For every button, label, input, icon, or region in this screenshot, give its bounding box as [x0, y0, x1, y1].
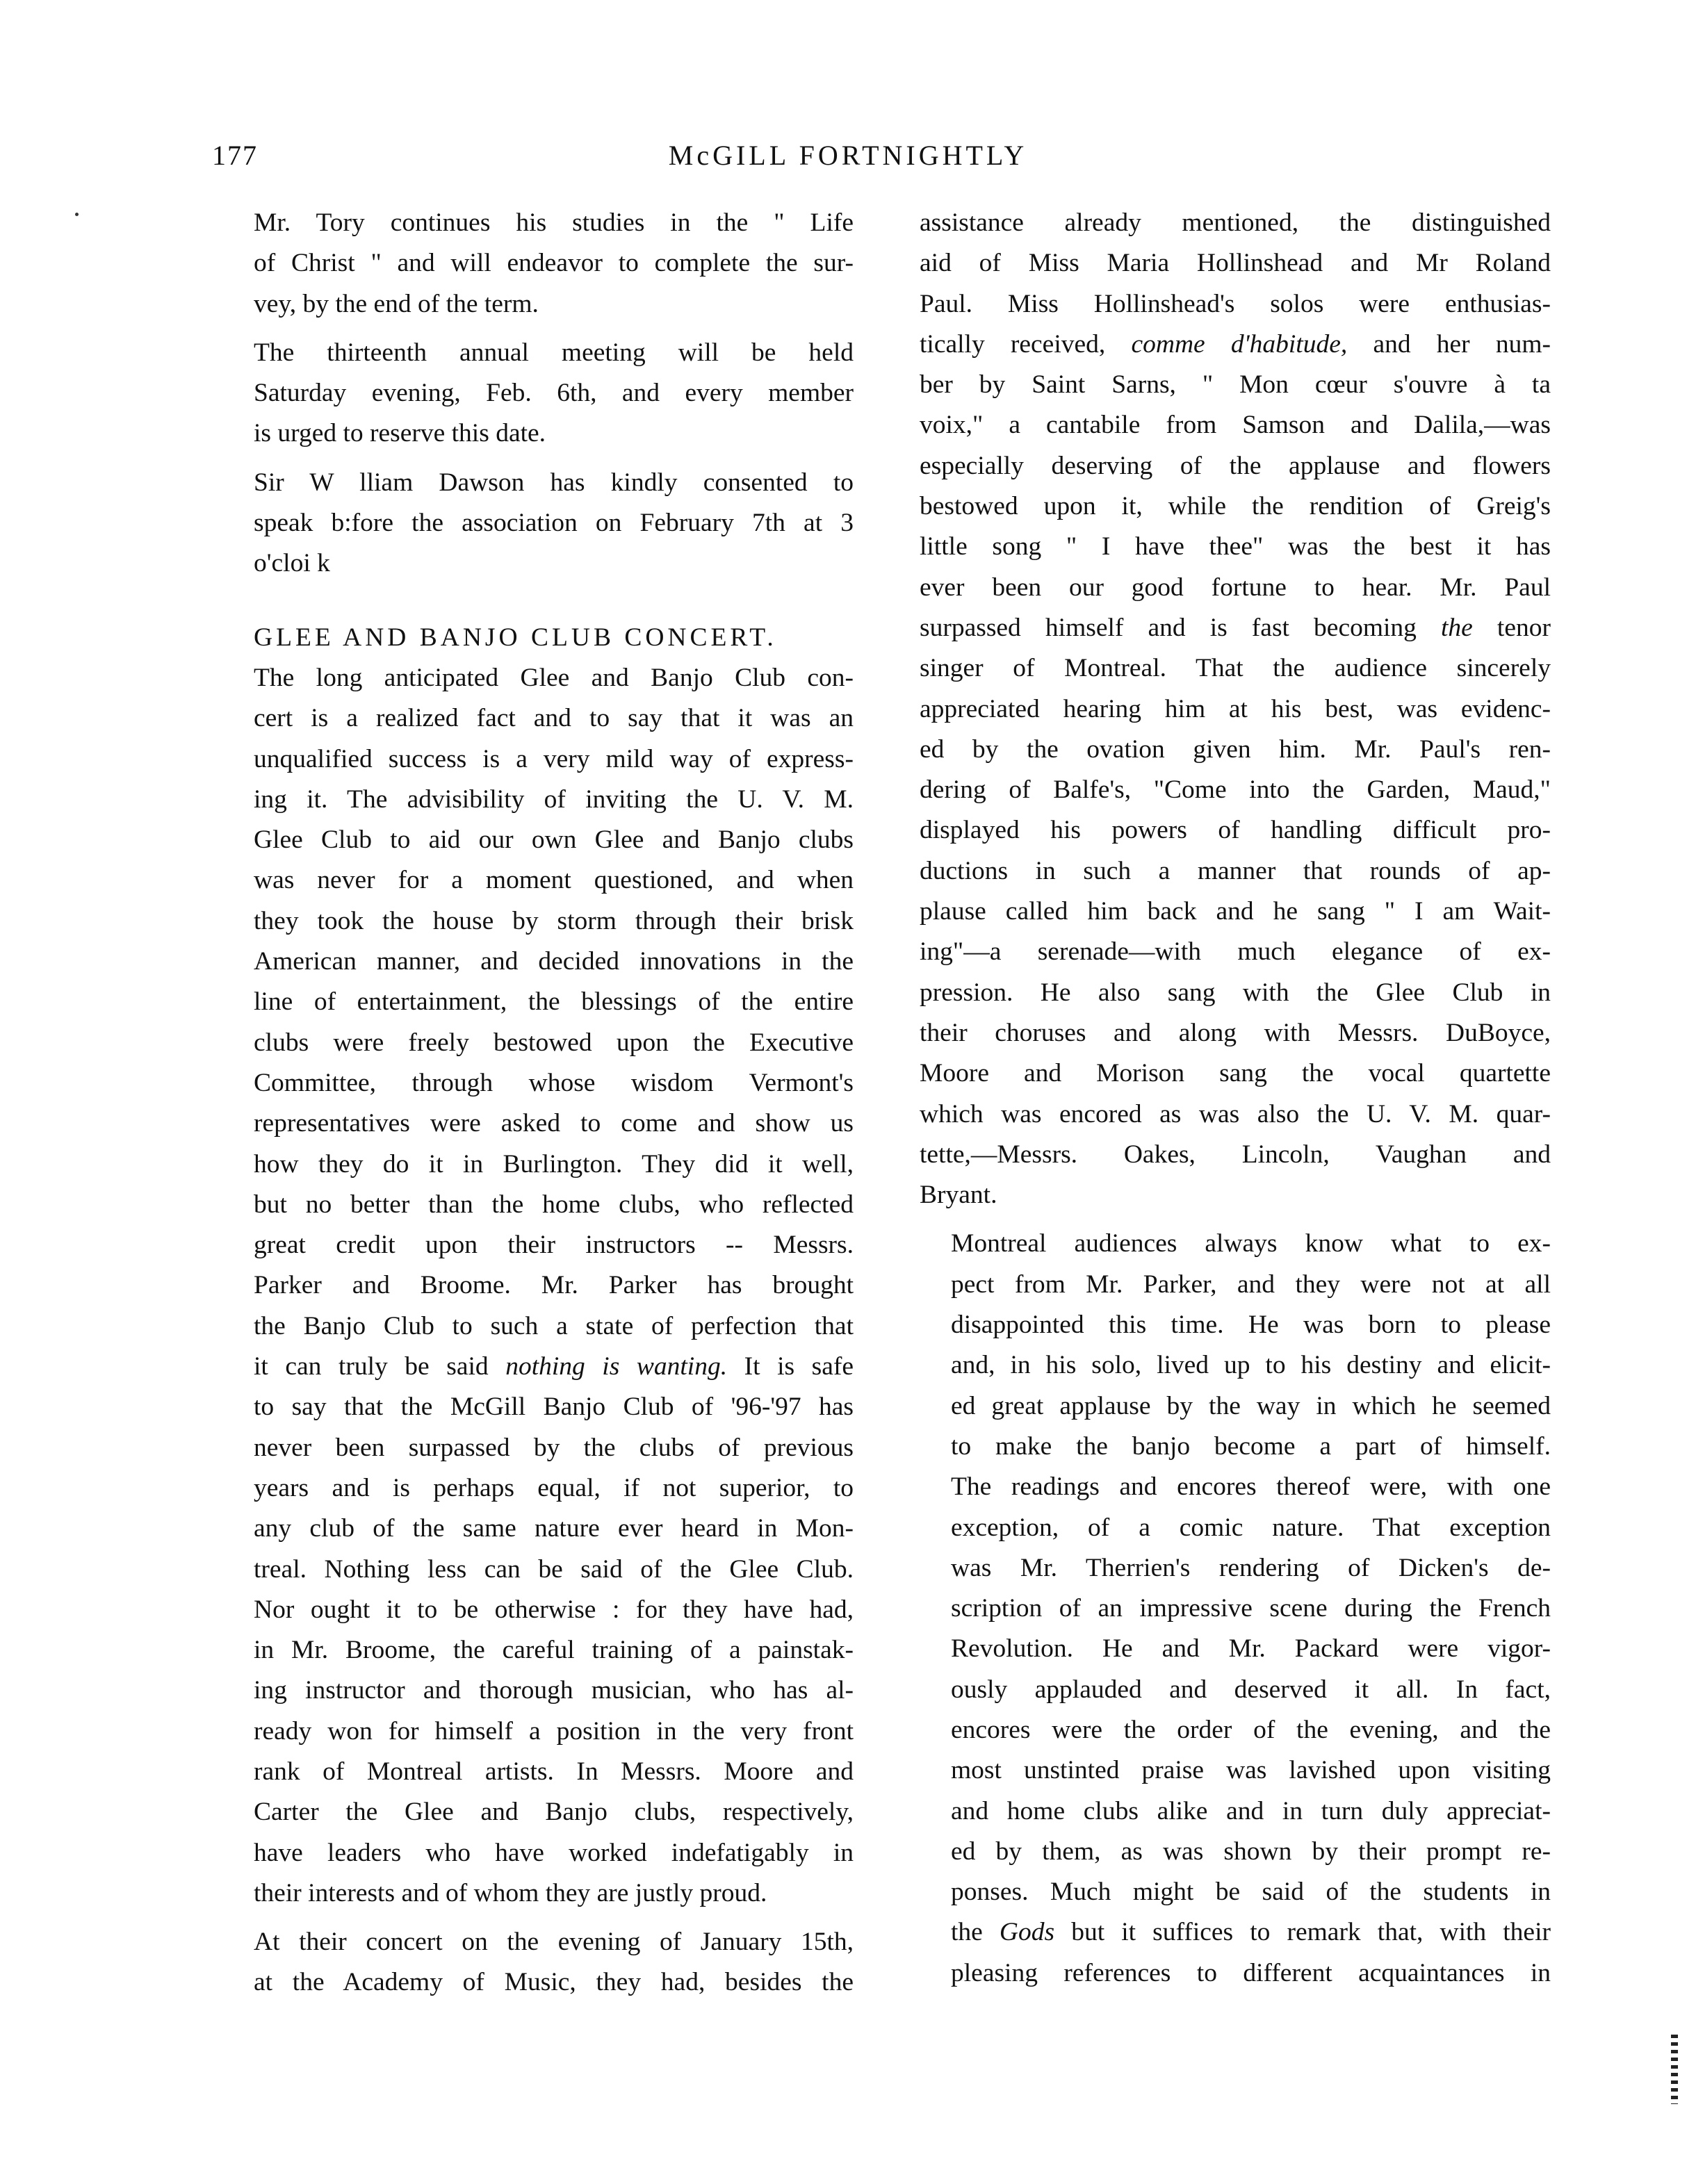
text-line: cert is a realized fact and to say that it was an	[254, 704, 854, 733]
running-title: McGILL FORTNIGHTLY	[668, 140, 1028, 171]
text-line: in Mr. Broome, the careful training of a painstak-	[254, 1636, 854, 1665]
text-line: voix," a cantabile from Samson and Dalila,—was	[920, 411, 1551, 440]
text-line: ductions in such a manner that rounds of ap-	[920, 856, 1551, 885]
text-line: their interests and of whom they are justly proud.	[254, 1878, 767, 1907]
margin-marks	[1671, 2035, 1678, 2104]
text-line: bestowed upon it, while the rendition of Greig's	[920, 492, 1551, 521]
italic-phrase: nothing is wanting.	[505, 1352, 728, 1381]
text-line: disappointed this time. He was born to please	[951, 1311, 1551, 1340]
text-line: displayed his powers of handling difficult pro-	[920, 816, 1551, 845]
text-line: Paul. Miss Hollinshead's solos were enthusias-	[920, 289, 1551, 318]
text-line: was Mr. Therrien's rendering of Dicken's de-	[951, 1553, 1551, 1582]
text-line: assistance already mentioned, the distinguished	[920, 208, 1551, 237]
text-line: American manner, and decided innovations in the	[254, 947, 854, 976]
italic-phrase: Gods	[999, 1918, 1055, 1947]
text-line: plause called him back and he sang " I am Wait-	[920, 897, 1551, 926]
text-line: Saturday evening, Feb. 6th, and every member	[254, 379, 854, 408]
text-line: ever been our good fortune to hear. Mr. Paul	[920, 573, 1551, 602]
text-line	[920, 325, 1551, 365]
text-line: The thirteenth annual meeting will be held	[254, 338, 854, 367]
text-line: Carter the Glee and Banjo clubs, respectively,	[254, 1798, 854, 1827]
text-line: was never for a moment questioned, and when	[254, 866, 854, 895]
text-line: ponses. Much might be said of the students in	[951, 1878, 1551, 1907]
text-line: the Banjo Club to such a state of perfection that	[254, 1311, 854, 1340]
text-line: tette,—Messrs. Oakes, Lincoln, Vaughan and	[920, 1140, 1551, 1169]
text-line: especially deserving of the applause and flowers	[920, 451, 1551, 480]
text-line: speak b:fore the association on February 7th at 3	[254, 509, 854, 538]
text-line: representatives were asked to come and show us	[254, 1109, 854, 1138]
text-line: any club of the same nature ever heard in Mon-	[254, 1514, 854, 1543]
text-line: dering of Balfe's, "Come into the Garden, Maud,"	[920, 775, 1551, 805]
text-line	[920, 608, 1551, 648]
text-line: of Christ " and will endeavor to complete the sur-	[254, 249, 854, 278]
page-number: 177	[212, 140, 258, 171]
text-fragment: and her num-	[1347, 329, 1551, 359]
text-line: ready won for himself a position in the very front	[254, 1716, 854, 1746]
section-heading: GLEE AND BANJO CLUB CONCERT.	[254, 623, 777, 652]
italic-phrase: the	[1441, 613, 1473, 642]
text-line: never been surpassed by the clubs of previous	[254, 1433, 854, 1462]
text-line: how they do it in Burlington. They did it well,	[254, 1149, 854, 1179]
text-line: have leaders who have worked indefatigably in	[254, 1838, 854, 1867]
text-fragment: tically received,	[920, 329, 1132, 359]
text-line: ing instructor and thorough musician, who has al-	[254, 1676, 854, 1705]
text-line: pect from Mr. Parker, and they were not at all	[951, 1270, 1551, 1299]
text-line: to say that the McGill Banjo Club of '96-'97 has	[254, 1393, 854, 1422]
text-line: o'cloi k	[254, 549, 330, 578]
text-line: At their concert on the evening of January 15th,	[254, 1928, 854, 1957]
text-line: Bryant.	[920, 1181, 997, 1210]
text-line: Nor ought it to be otherwise : for they have had,	[254, 1595, 854, 1624]
text-line: ing it. The advisibility of inviting the U. V. M.	[254, 785, 854, 814]
text-line: and home clubs alike and in turn duly appreciat-	[951, 1796, 1551, 1825]
text-line: The long anticipated Glee and Banjo Club con-	[254, 663, 854, 692]
text-line: years and is perhaps equal, if not superior, to	[254, 1473, 854, 1502]
paragraph-academy	[222, 1922, 854, 2003]
text-line: and, in his solo, lived up to his destiny and elicit-	[951, 1351, 1551, 1380]
text-line: ing"—a serenade—with much elegance of ex-	[920, 937, 1551, 967]
text-line: great credit upon their instructors -- Messrs.	[254, 1231, 854, 1260]
text-line: vey, by the end of the term.	[254, 289, 539, 318]
text-line: Mr. Tory continues his studies in the " Life	[254, 208, 854, 237]
text-fragment: surpassed himself and is fast becoming	[920, 613, 1442, 642]
text-line: ber by Saint Sarns, " Mon cœur s'ouvre à ta	[920, 370, 1551, 400]
italic-phrase: comme d'habitude,	[1131, 329, 1348, 359]
text-line: is urged to reserve this date.	[254, 419, 546, 448]
text-line: ously applauded and deserved it all. In fact,	[951, 1675, 1551, 1704]
text-line: Parker and Broome. Mr. Parker has brought	[254, 1271, 854, 1300]
text-fragment: but it suffices to remark that, with their	[1054, 1918, 1551, 1947]
text-line: aid of Miss Maria Hollinshead and Mr Roland	[920, 249, 1551, 278]
text-line: Montreal audiences always know what to ex-	[951, 1229, 1551, 1258]
text-line: Committee, through whose wisdom Vermont's	[254, 1068, 854, 1097]
text-line: scription of an impressive scene during the French	[951, 1594, 1551, 1623]
paragraph-parker	[920, 1224, 1551, 1994]
text-line: at the Academy of Music, they had, besides the	[254, 1968, 854, 1997]
text-fragment: tenor	[1472, 613, 1551, 642]
paragraph-annual-meeting	[222, 333, 854, 454]
text-fragment: the	[951, 1918, 1000, 1947]
text-line: unqualified success is a very mild way of express-	[254, 744, 854, 773]
paragraph-tory	[222, 203, 854, 325]
text-line: exception, of a comic nature. That exception	[951, 1513, 1551, 1542]
text-line: appreciated hearing him at his best, was evidenc-	[920, 694, 1551, 723]
text-line: ed by the ovation given him. Mr. Paul's ren-	[920, 734, 1551, 764]
text-line: treal. Nothing less can be said of the Glee Club.	[254, 1554, 854, 1584]
text-line: most unstinted praise was lavished upon visiting	[951, 1756, 1551, 1785]
left-column	[222, 203, 854, 2003]
text-line	[920, 1912, 1551, 1953]
text-line: ed great applause by the way in which he seemed	[951, 1391, 1551, 1420]
text-fragment: it can truly be said	[254, 1352, 506, 1381]
text-line	[222, 1347, 854, 1387]
text-line: Revolution. He and Mr. Packard were vigor-	[951, 1634, 1551, 1664]
text-line: line of entertainment, the blessings of the entire	[254, 987, 854, 1017]
text-line: pression. He also sang with the Glee Club in	[920, 978, 1551, 1007]
text-line: Glee Club to aid our own Glee and Banjo clubs	[254, 826, 854, 855]
right-column	[920, 203, 1551, 1994]
text-line: clubs were freely bestowed upon the Executive	[254, 1028, 854, 1057]
text-line: which was encored as was also the U. V. M. quar-	[920, 1099, 1551, 1128]
paragraph-soloists	[920, 203, 1551, 1215]
stray-mark	[75, 213, 79, 216]
text-line: ed by them, as was shown by their prompt re-	[951, 1837, 1551, 1866]
text-line: Moore and Morison sang the vocal quartette	[920, 1059, 1551, 1088]
paragraph-dawson	[222, 463, 854, 584]
text-line: to make the banjo become a part of himself.	[951, 1431, 1551, 1461]
text-line: encores were the order of the evening, and the	[951, 1715, 1551, 1744]
text-fragment: It is safe	[727, 1352, 854, 1381]
text-line: The readings and encores thereof were, with one	[951, 1472, 1551, 1502]
text-line: but no better than the home clubs, who reflected	[254, 1190, 854, 1219]
text-line: Sir W lliam Dawson has kindly consented to	[254, 468, 854, 497]
text-line: pleasing references to different acquaintances in	[951, 1958, 1551, 1987]
text-line: their choruses and along with Messrs. DuBoyce,	[920, 1018, 1551, 1047]
paragraph-concert	[222, 658, 854, 1914]
text-line: singer of Montreal. That the audience sincerely	[920, 654, 1551, 683]
text-line: rank of Montreal artists. In Messrs. Moore and	[254, 1757, 854, 1786]
text-line: little song " I have thee" was the best it has	[920, 532, 1551, 561]
text-line: they took the house by storm through their brisk	[254, 906, 854, 935]
